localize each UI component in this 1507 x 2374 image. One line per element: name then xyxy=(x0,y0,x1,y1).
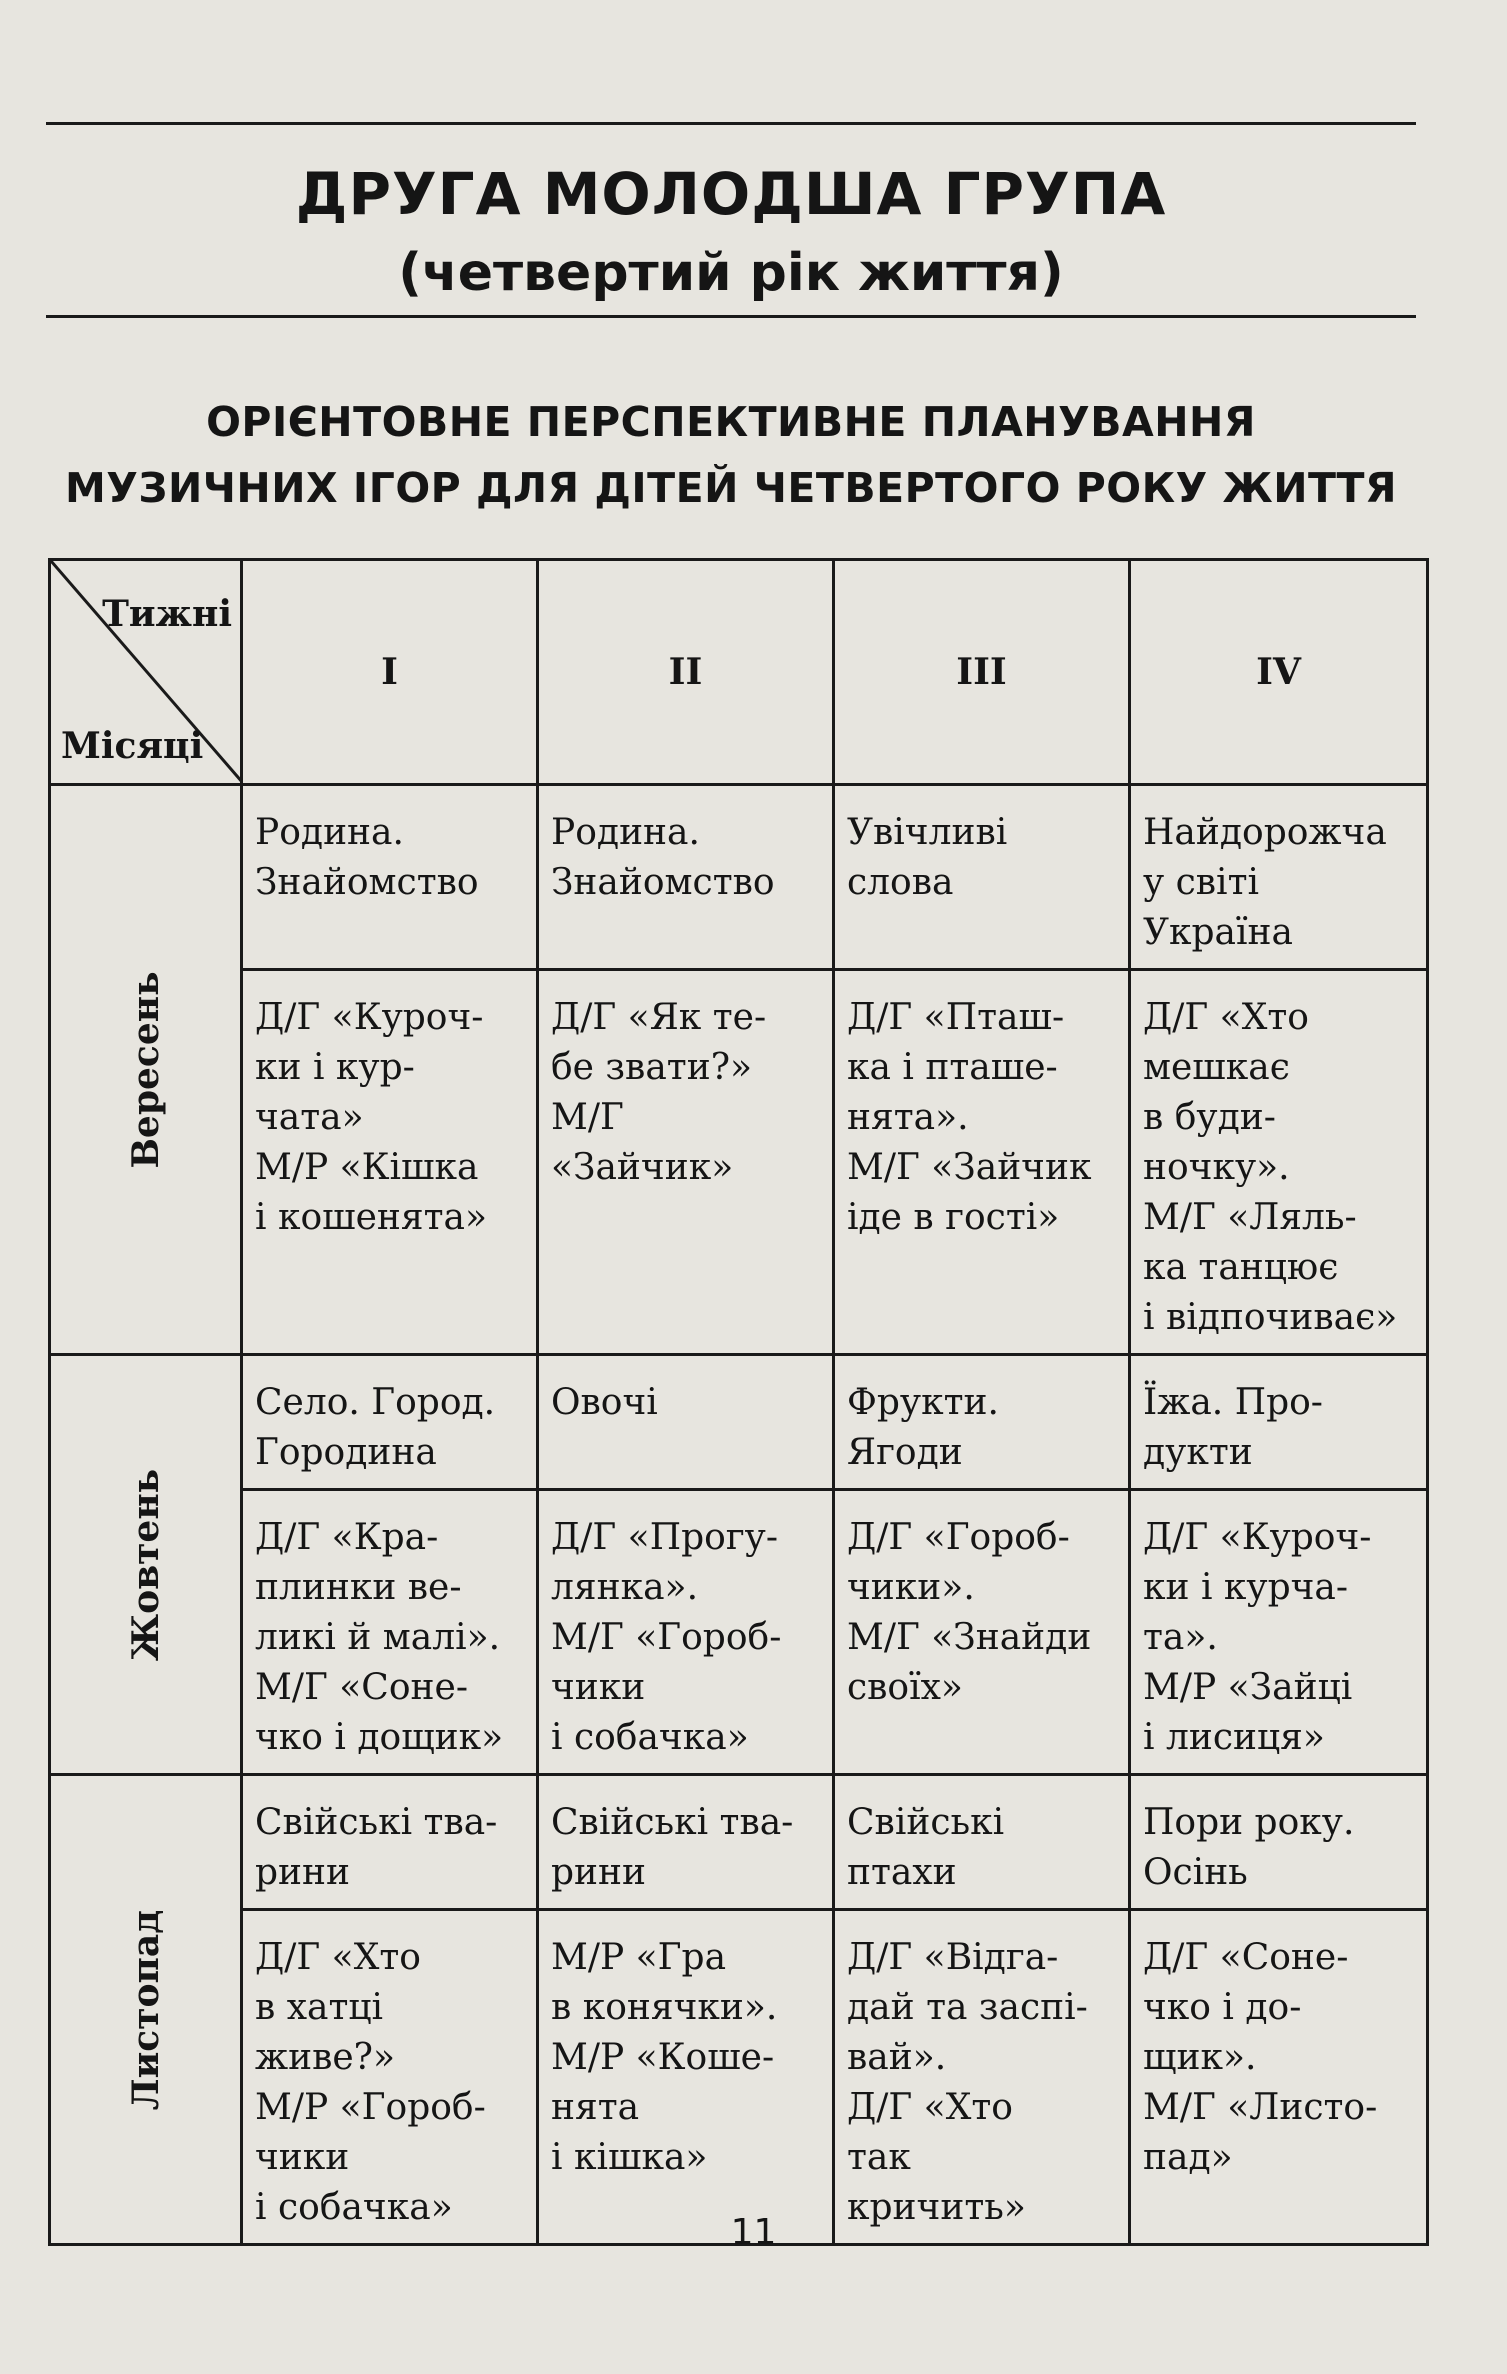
corner-cell xyxy=(50,560,242,785)
game-line: плинки ве- xyxy=(255,1567,462,1608)
games-cell xyxy=(538,1910,834,2245)
game-line: своїх» xyxy=(847,1667,963,1708)
month-cell xyxy=(50,1775,242,2245)
game-line: живе?» xyxy=(255,2037,396,2078)
theme-line: Україна xyxy=(1143,912,1293,953)
game-line: чики». xyxy=(847,1567,975,1608)
game-line: ночку». xyxy=(1143,1147,1290,1188)
game-line: кричить» xyxy=(847,2187,1026,2228)
top-rule xyxy=(46,122,1416,125)
game-line: нята xyxy=(551,2087,640,2128)
heading-line-2: МУЗИЧНИХ ІГОР ДЛЯ ДІТЕЙ ЧЕТВЕРТОГО РОКУ ЖИТТЯ xyxy=(64,464,1398,512)
game-line: і лисиця» xyxy=(1143,1717,1325,1758)
theme-line: птахи xyxy=(847,1852,957,1893)
theme-cell xyxy=(242,1355,538,1490)
game-line: і кошенята» xyxy=(255,1197,488,1238)
game-line: в конячки». xyxy=(551,1987,778,2028)
game-line: Д/Г «Пташ- xyxy=(847,997,1065,1038)
game-line: Д/Г «Кра- xyxy=(255,1517,439,1558)
game-line: ки і кур- xyxy=(255,1047,415,1088)
game-line: Д/Г «Соне- xyxy=(1143,1937,1349,1978)
theme-cell xyxy=(834,785,1130,970)
theme-line: Осінь xyxy=(1143,1852,1248,1893)
theme-cell xyxy=(1130,1775,1428,1910)
game-line: лянка». xyxy=(551,1567,699,1608)
theme-line: Городина xyxy=(255,1432,437,1473)
game-line: Д/Г «Як те- xyxy=(551,997,767,1038)
bottom-rule xyxy=(46,315,1416,318)
month-name: Вересень xyxy=(124,970,167,1169)
game-line: і собачка» xyxy=(551,1717,749,1758)
game-line: чики xyxy=(551,1667,646,1708)
game-line: Д/Г «Хто xyxy=(847,2087,1013,2128)
games-cell xyxy=(1130,1910,1428,2245)
theme-line: Найдорожча xyxy=(1143,812,1387,853)
game-line: в хатці xyxy=(255,1987,384,2028)
theme-line: Свійські тва- xyxy=(255,1802,498,1843)
game-line: Д/Г «Відга- xyxy=(847,1937,1059,1978)
theme-cell xyxy=(242,785,538,970)
game-line: М/Р «Гра xyxy=(551,1937,727,1978)
game-line: М/Г «Соне- xyxy=(255,1667,468,1708)
game-line: М/Г «Знайди xyxy=(847,1617,1092,1658)
game-line: ликі й малі». xyxy=(255,1617,501,1658)
game-line: М/Р «Зайці xyxy=(1143,1667,1353,1708)
month-name: Жовтень xyxy=(124,1468,167,1661)
game-line: М/Г «Гороб- xyxy=(551,1617,782,1658)
games-cell xyxy=(242,970,538,1355)
theme-line: рини xyxy=(255,1852,351,1893)
game-line: ки і курча- xyxy=(1143,1567,1349,1608)
game-line: іде в гості» xyxy=(847,1197,1060,1238)
game-line: чата» xyxy=(255,1097,364,1138)
theme-line: Родина. xyxy=(551,812,700,853)
month-cell xyxy=(50,1355,242,1775)
game-line: М/Г xyxy=(551,1097,624,1138)
theme-line: Знайомство xyxy=(551,862,775,903)
games-row xyxy=(50,970,1428,1355)
game-line: М/Г «Ляль- xyxy=(1143,1197,1357,1238)
header-row xyxy=(50,560,1428,785)
weeks-label: Тижні xyxy=(102,593,232,635)
games-cell xyxy=(538,970,834,1355)
theme-cell xyxy=(538,1775,834,1910)
game-line: ка і пташе- xyxy=(847,1047,1058,1088)
theme-cell xyxy=(1130,1355,1428,1490)
theme-row xyxy=(50,1355,1428,1490)
heading-line-1: ОРІЄНТОВНЕ ПЕРСПЕКТИВНЕ ПЛАНУВАННЯ xyxy=(206,398,1256,446)
game-line: в буди- xyxy=(1143,1097,1276,1138)
game-line: «Зайчик» xyxy=(551,1147,734,1188)
theme-cell xyxy=(834,1355,1130,1490)
section-subtitle: (четвертий рік життя) xyxy=(398,243,1064,303)
games-cell xyxy=(242,1910,538,2245)
theme-line: Пори року. xyxy=(1143,1802,1355,1843)
games-row xyxy=(50,1490,1428,1775)
theme-line: рини xyxy=(551,1852,647,1893)
game-line: М/Р «Коше- xyxy=(551,2037,775,2078)
game-line: М/Г «Зайчик xyxy=(847,1147,1092,1188)
game-line: і кішка» xyxy=(551,2137,708,2178)
game-line: чики xyxy=(255,2137,350,2178)
theme-cell xyxy=(242,1775,538,1910)
planning-table xyxy=(48,558,1429,2246)
games-row xyxy=(50,1910,1428,2245)
game-line: Д/Г «Гороб- xyxy=(847,1517,1070,1558)
theme-cell xyxy=(1130,785,1428,970)
games-cell xyxy=(1130,1490,1428,1775)
game-line: так xyxy=(847,2137,911,2178)
theme-line: Їжа. Про- xyxy=(1143,1382,1323,1423)
section-title: ДРУГА МОЛОДША ГРУПА xyxy=(295,160,1167,228)
game-line: М/Р «Гороб- xyxy=(255,2087,486,2128)
week-header-2: II xyxy=(538,560,834,785)
game-line: М/Р «Кішка xyxy=(255,1147,479,1188)
theme-line: Овочі xyxy=(551,1382,658,1423)
games-cell xyxy=(834,1490,1130,1775)
week-header-1: I xyxy=(242,560,538,785)
theme-line: Родина. xyxy=(255,812,404,853)
month-name: Листопад xyxy=(124,1909,167,2110)
game-line: щик». xyxy=(1143,2037,1257,2078)
page-number: 11 xyxy=(730,2212,777,2253)
game-line: Д/Г «Хто xyxy=(255,1937,421,1978)
game-line: та». xyxy=(1143,1617,1218,1658)
games-cell xyxy=(242,1490,538,1775)
game-line: М/Г «Листо- xyxy=(1143,2087,1378,2128)
game-line: і собачка» xyxy=(255,2187,453,2228)
theme-cell xyxy=(538,1355,834,1490)
theme-line: Увічливі xyxy=(847,812,1008,853)
game-line: нята». xyxy=(847,1097,969,1138)
game-line: ка танцює xyxy=(1143,1247,1339,1288)
theme-cell xyxy=(834,1775,1130,1910)
game-line: Д/Г «Хто xyxy=(1143,997,1309,1038)
month-cell xyxy=(50,785,242,1355)
game-line: вай». xyxy=(847,2037,947,2078)
game-line: мешкає xyxy=(1143,1047,1290,1088)
theme-line: Свійські xyxy=(847,1802,1005,1843)
theme-cell xyxy=(538,785,834,970)
theme-line: Село. Город. xyxy=(255,1382,496,1423)
game-line: Д/Г «Куроч- xyxy=(255,997,484,1038)
games-cell xyxy=(834,970,1130,1355)
week-header-4: IV xyxy=(1130,560,1428,785)
game-line: пад» xyxy=(1143,2137,1233,2178)
theme-line: Ягоди xyxy=(847,1432,963,1473)
games-cell xyxy=(538,1490,834,1775)
game-line: Д/Г «Куроч- xyxy=(1143,1517,1372,1558)
games-cell xyxy=(834,1910,1130,2245)
theme-row xyxy=(50,785,1428,970)
game-line: Д/Г «Прогу- xyxy=(551,1517,779,1558)
theme-line: Фрукти. xyxy=(847,1382,999,1423)
theme-line: у світі xyxy=(1143,862,1259,903)
theme-line: слова xyxy=(847,862,954,903)
game-line: чко і до- xyxy=(1143,1987,1302,2028)
theme-line: Знайомство xyxy=(255,862,479,903)
theme-row xyxy=(50,1775,1428,1910)
game-line: і відпочиває» xyxy=(1143,1297,1398,1338)
games-cell xyxy=(1130,970,1428,1355)
theme-line: дукти xyxy=(1143,1432,1253,1473)
game-line: дай та заспі- xyxy=(847,1987,1088,2028)
game-line: чко і дощик» xyxy=(255,1717,504,1758)
game-line: бе звати?» xyxy=(551,1047,753,1088)
theme-line: Свійські тва- xyxy=(551,1802,794,1843)
week-header-3: III xyxy=(834,560,1130,785)
months-label: Місяці xyxy=(61,725,204,767)
